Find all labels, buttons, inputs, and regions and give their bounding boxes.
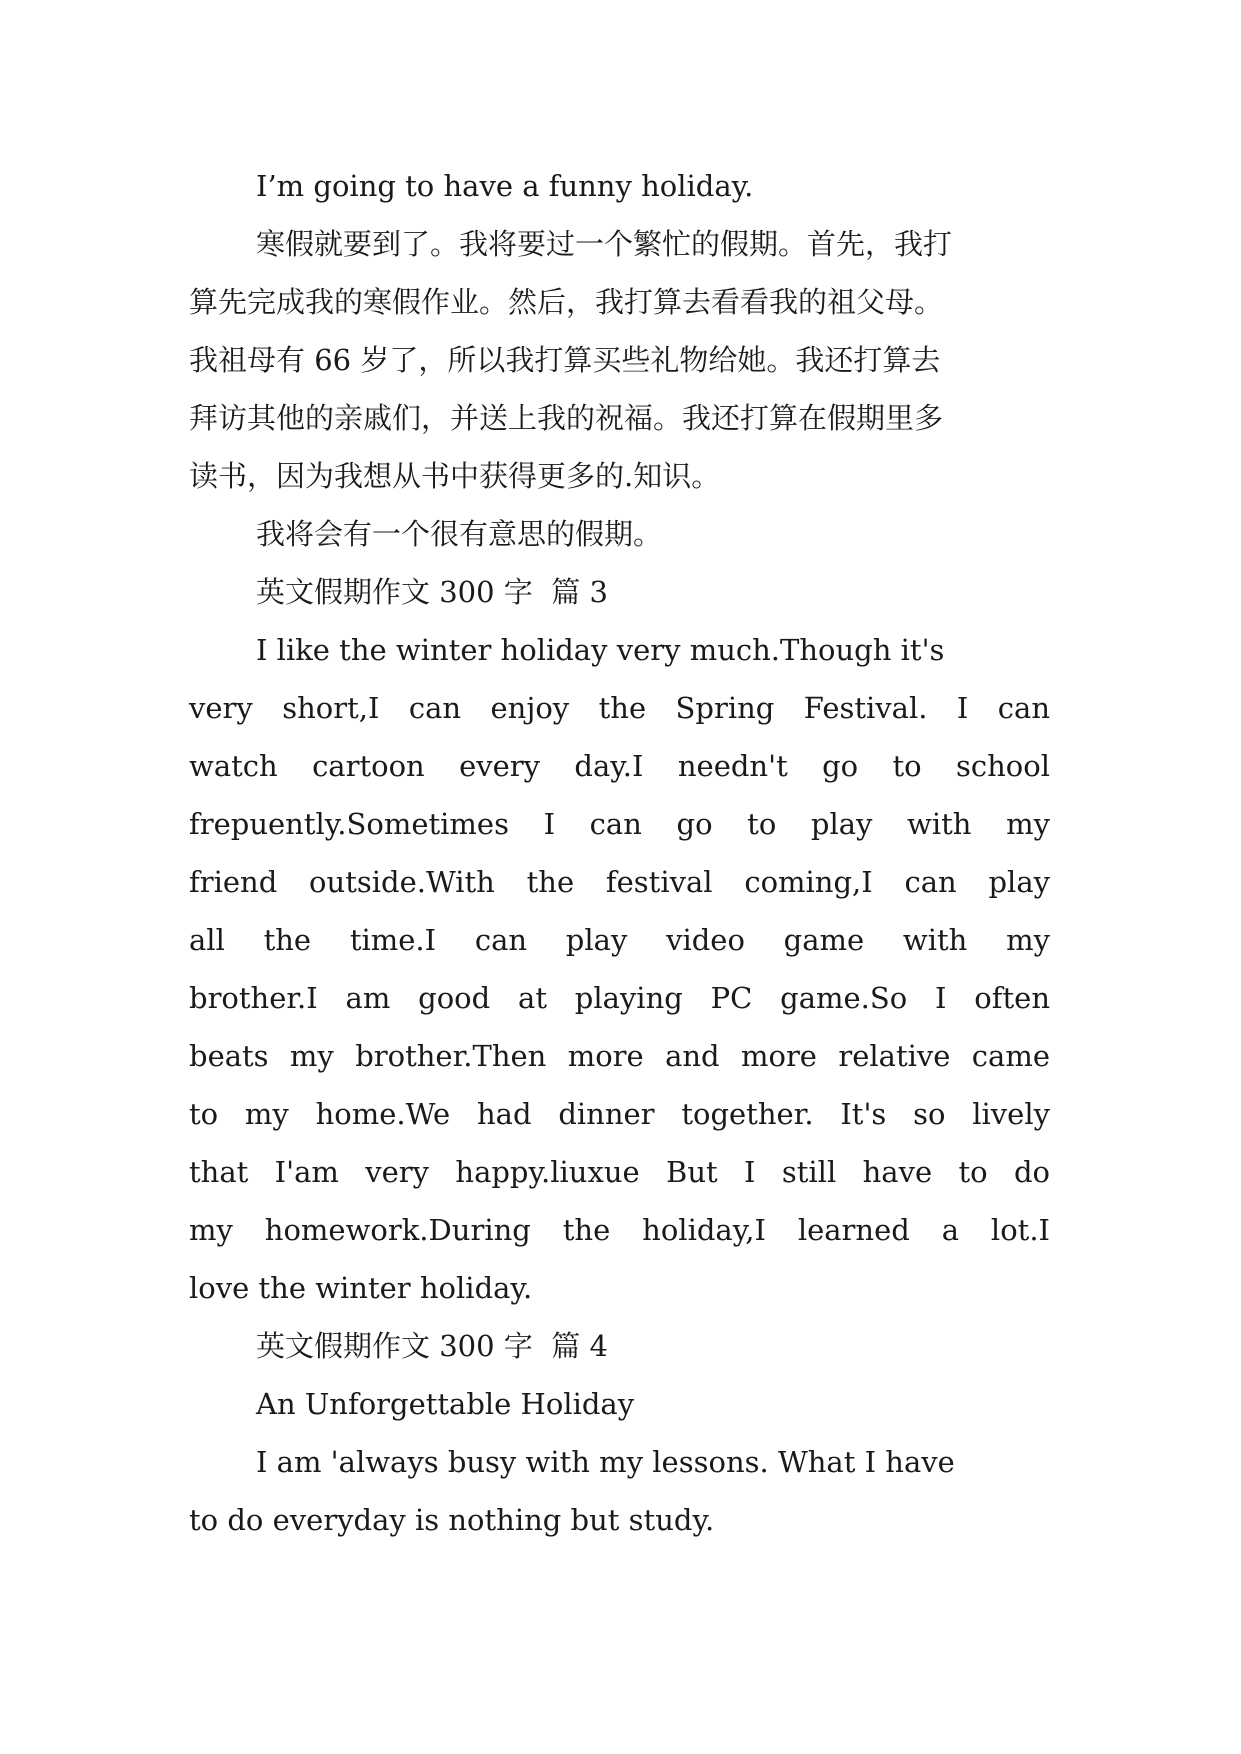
text-line: all the time.I can play video game with my [189,923,1050,957]
text-line: I am 'always busy with my lessons. What I have [256,1445,955,1479]
text-line: my homework.During the holiday,I learned a lot.I [189,1213,1050,1247]
text-line: that I'am very happy.liuxue But I still have to do [189,1155,1050,1189]
text-line: love the winter holiday. [189,1271,533,1305]
text-line: frepuently.Sometimes I can go to play with my [189,807,1050,841]
text-line: to do everyday is nothing but study. [189,1503,715,1537]
text-line: to my home.We had dinner together. It's so lively [189,1097,1050,1131]
text-line: 我将会有一个很有意思的假期。 [256,517,663,551]
text-line: 我祖母有 66 岁了，所以我打算买些礼物给她。我还打算去 [189,343,941,377]
essay-title: An Unforgettable Holiday [256,1387,635,1421]
text-line: watch cartoon every day.I needn't go to school [189,749,1050,783]
text-line: 拜访其他的亲戚们，并送上我的祝福。我还打算在假期里多 [189,401,944,435]
text-line: I’m going to have a funny holiday. [256,169,754,203]
section-heading: 英文假期作文 300 字 篇 4 [256,1329,608,1363]
text-line: 算先完成我的寒假作业。然后，我打算去看看我的祖父母。 [189,285,944,319]
text-line: very short,I can enjoy the Spring Festival. I can [189,691,1050,725]
text-line: I like the winter holiday very much.Though it's [256,633,945,667]
text-line: beats my brother.Then more and more relative came [189,1039,1050,1073]
text-line: brother.I am good at playing PC game.So I often [189,981,1050,1015]
text-line: 寒假就要到了。我将要过一个繁忙的假期。首先，我打 [256,227,953,261]
text-line: friend outside.With the festival coming,I can play [189,865,1050,899]
text-line: 读书，因为我想从书中获得更多的.知识。 [189,459,721,493]
section-heading: 英文假期作文 300 字 篇 3 [256,575,608,609]
